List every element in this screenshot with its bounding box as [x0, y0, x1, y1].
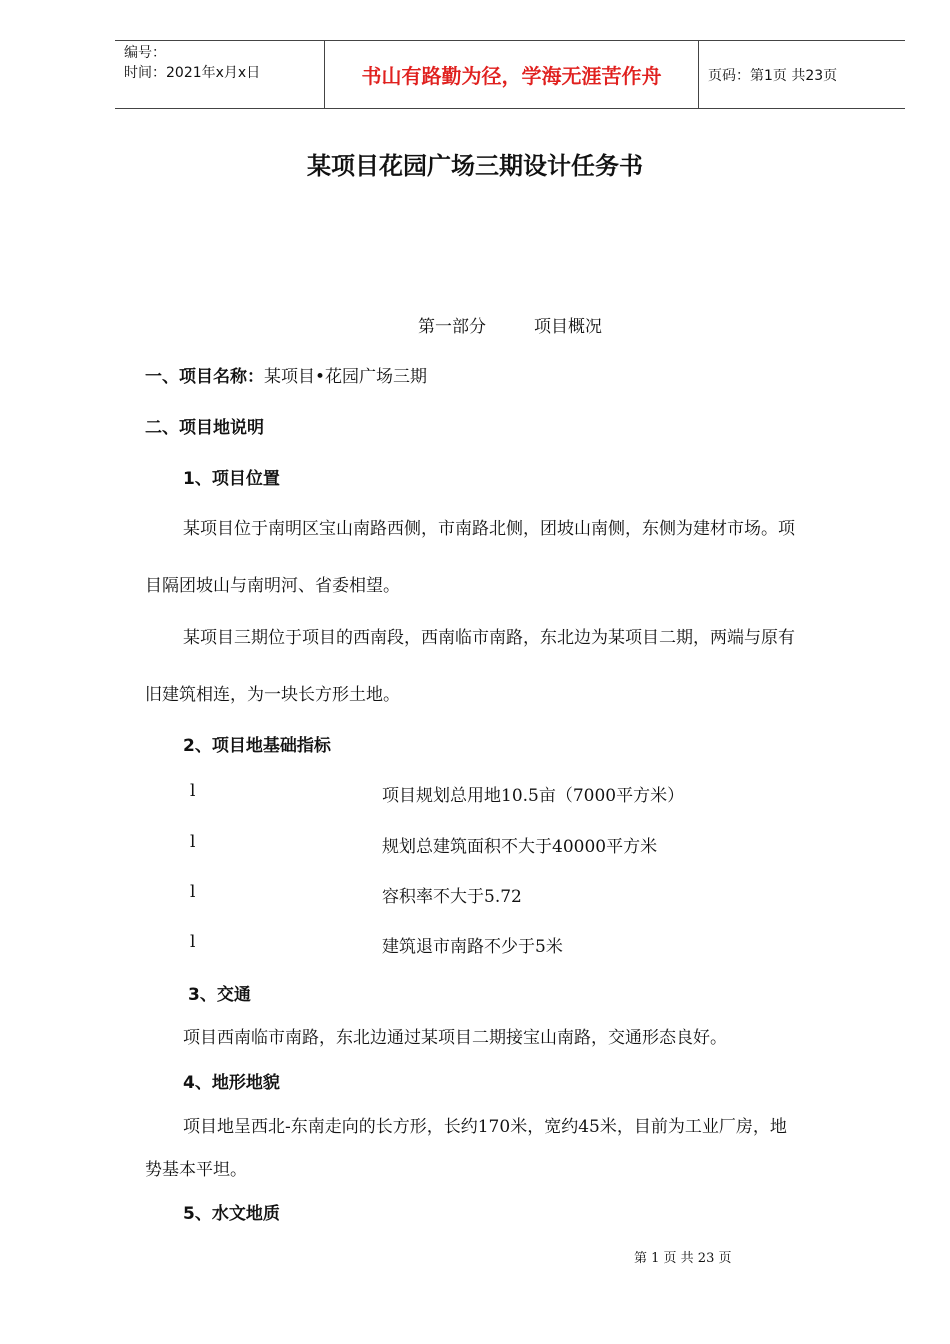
bullet-mark: l — [190, 882, 196, 902]
page-footer: 第 1 页 共 23 页 — [634, 1251, 732, 1266]
header-motto: 书山有路勤为径，学海无涯苦作舟 — [325, 41, 699, 108]
section-1-value: 某项目•花园广场三期 — [264, 367, 428, 387]
subsection-1-heading: 1、项目位置 — [183, 469, 280, 489]
paragraph-terrain-line2: 势基本平坦。 — [145, 1160, 247, 1180]
page-header — [115, 40, 905, 109]
bullet-text: 建筑退市南路不少于5米 — [382, 937, 563, 957]
bullet-text: 项目规划总用地10.5亩（7000平方米） — [382, 786, 685, 806]
subsection-4-heading: 4、地形地貌 — [183, 1073, 280, 1093]
section-2-heading: 二、项目地说明 — [145, 418, 264, 438]
part-heading — [0, 312, 950, 337]
part-number: 第一部分 — [418, 317, 486, 337]
bullet-mark: l — [190, 932, 196, 952]
paragraph-location-line1: 某项目位于南明区宝山南路西侧，市南路北侧，团坡山南侧，东侧为建材市场。项 — [183, 519, 795, 539]
paragraph-phase3-line1: 某项目三期位于项目的西南段，西南临市南路，东北边为某项目二期，两端与原有 — [183, 628, 795, 648]
section-1-label: 一、项目名称： — [145, 367, 264, 387]
header-page-info: 页码：第1页 共23页 — [708, 67, 838, 84]
number-label: 编号： — [124, 45, 166, 61]
bullet-mark: l — [190, 832, 196, 852]
bullet-text: 规划总建筑面积不大于40000平方米 — [382, 837, 658, 857]
bullet-mark: l — [190, 781, 196, 801]
paragraph-terrain-line1: 项目地呈西北-东南走向的长方形，长约170米，宽约45米，目前为工业厂房，地 — [183, 1117, 787, 1137]
paragraph-traffic: 项目西南临市南路，东北边通过某项目二期接宝山南路，交通形态良好。 — [183, 1028, 727, 1048]
header-meta — [115, 41, 325, 108]
section-1-heading — [145, 362, 427, 387]
subsection-3-heading: 3、交通 — [188, 985, 251, 1005]
document-title: 某项目花园广场三期设计任务书 — [307, 152, 643, 180]
time-label: 时间：2021年x月x日 — [124, 65, 261, 81]
part-name: 项目概况 — [534, 317, 602, 337]
paragraph-location-line2: 目隔团坡山与南明河、省委相望。 — [145, 576, 400, 596]
bullet-text: 容积率不大于5.72 — [382, 887, 522, 907]
subsection-5-heading: 5、水文地质 — [183, 1204, 280, 1224]
paragraph-phase3-line2: 旧建筑相连，为一块长方形土地。 — [145, 685, 400, 705]
subsection-2-heading: 2、项目地基础指标 — [183, 736, 331, 756]
